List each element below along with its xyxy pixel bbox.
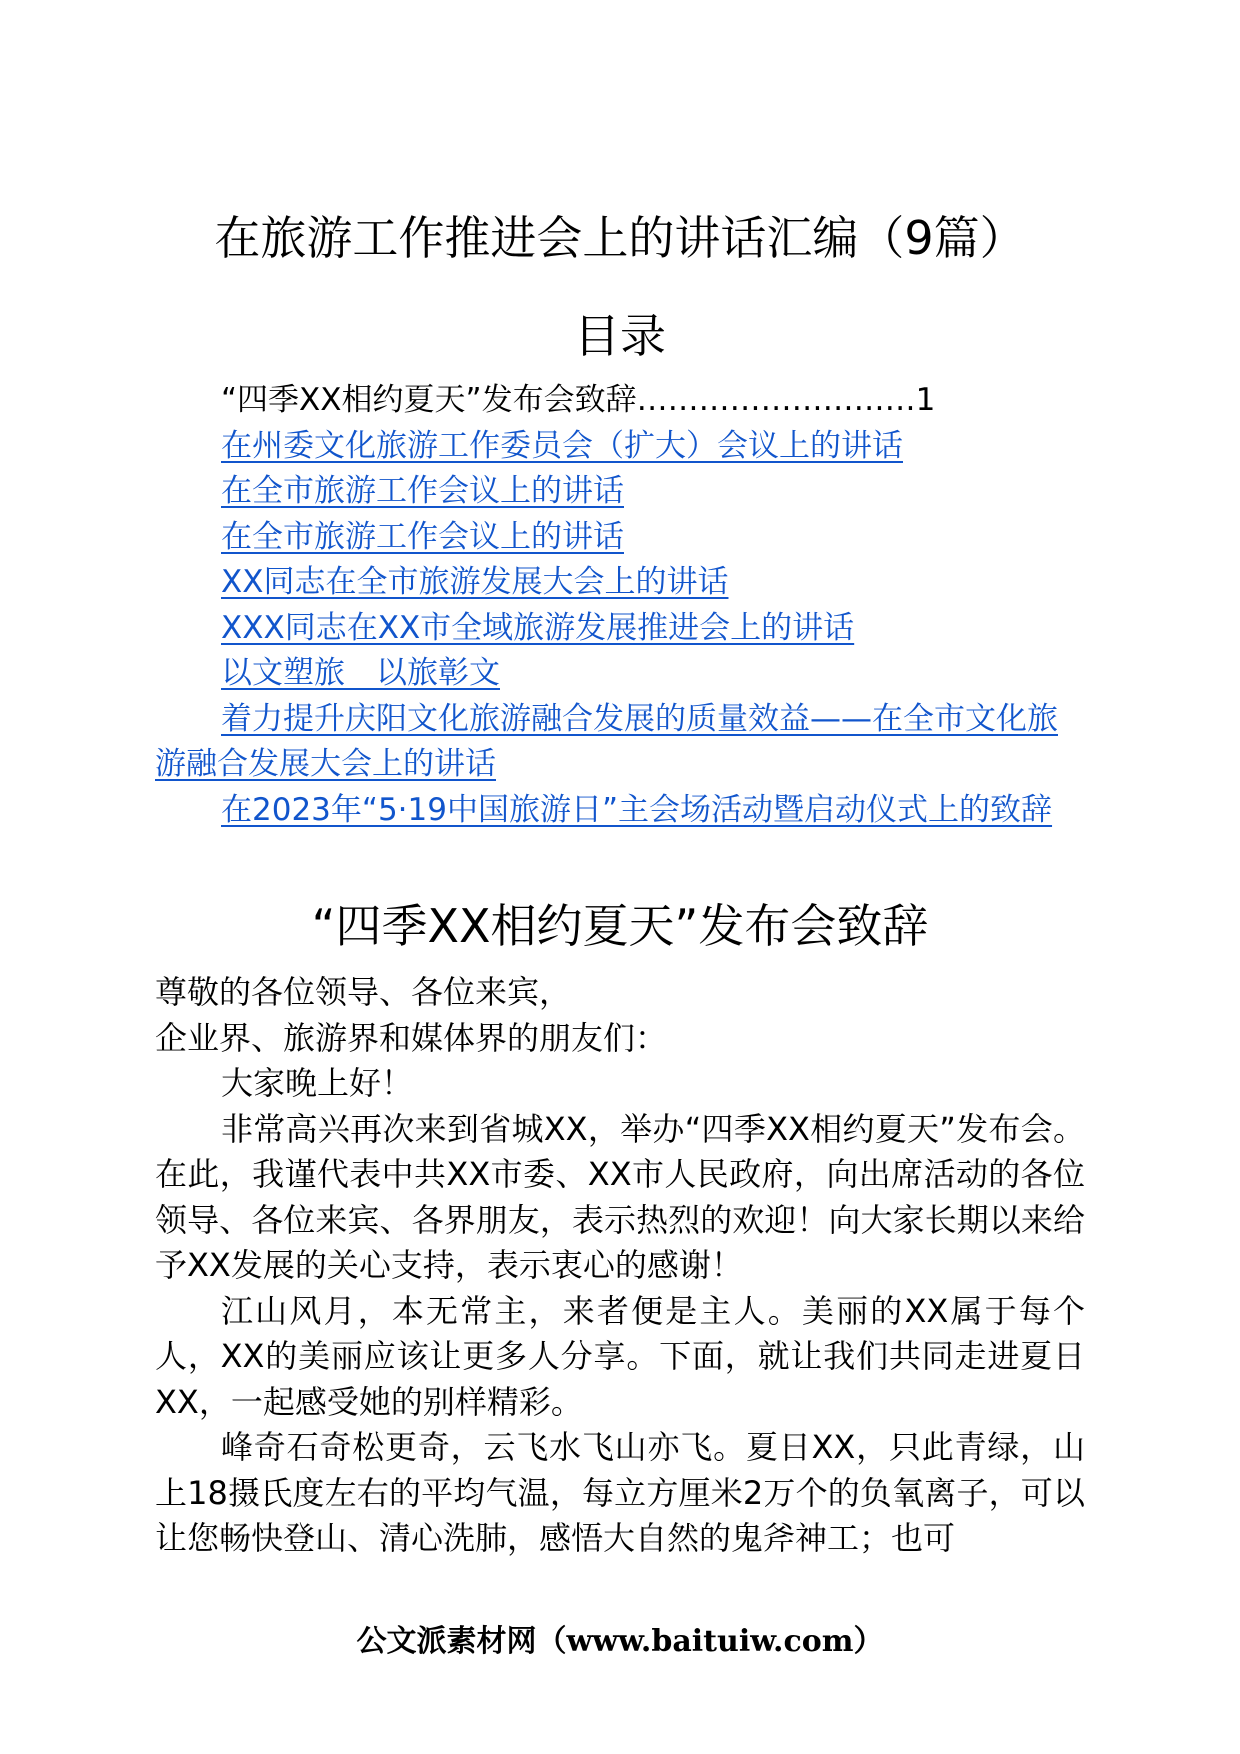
- salutation-line: 企业界、旅游界和媒体界的朋友们：: [155, 1018, 668, 1057]
- toc-item[interactable]: [155, 469, 1085, 515]
- toc-item[interactable]: [155, 515, 1085, 561]
- toc-page-number: 1: [915, 382, 936, 418]
- toc-item[interactable]: [155, 424, 1085, 470]
- toc-link[interactable]: 在全市旅游工作会议上的讲话: [221, 518, 624, 555]
- body-paragraph: 峰奇石奇松更奇，云飞水飞山亦飞。夏日XX，只此青绿，山上18摄氏度左右的平均气温，每立方厘米2万个的负氧离子，可以让您畅快登山、清心洗肺，感悟大自然的鬼斧神工；也可: [155, 1428, 1085, 1557]
- toc-item[interactable]: [155, 378, 1085, 424]
- body-paragraph: 大家晚上好！: [221, 1064, 414, 1102]
- toc-link[interactable]: 在全市旅游工作会议上的讲话: [221, 473, 624, 509]
- toc-item[interactable]: [155, 788, 1085, 834]
- toc-item[interactable]: [155, 697, 1085, 788]
- toc-item[interactable]: [155, 560, 1085, 606]
- toc-link[interactable]: 在2023年“5·19中国旅游日”主会场活动暨启动仪式上的致辞: [221, 791, 1053, 828]
- toc-link[interactable]: 着力提升庆阳文化旅游融合发展的质量效益——在全市文化旅游融合发展大会上的讲话: [155, 700, 1058, 782]
- toc-link[interactable]: XX同志在全市旅游发展大会上的讲话: [221, 564, 729, 600]
- salutation-line: 尊敬的各位领导、各位来宾，: [155, 973, 572, 1011]
- toc-link[interactable]: 以文塑旅 以旅彰文: [221, 655, 500, 691]
- toc-heading: 目录: [574, 309, 666, 363]
- section-title: “四季XX相约夏天”发布会致辞: [311, 899, 929, 953]
- toc-item[interactable]: [155, 651, 1085, 697]
- body-paragraph: 非常高兴再次来到省城XX，举办“四季XX相约夏天”发布会。在此，我谨代表中共XX市委、XX市人民政府，向出席活动的各位领导、各位来宾、各界朋友，表示热烈的欢迎！向大家长期以来给予XX发展的关心支持，表示衷心的感谢！: [155, 1109, 1085, 1284]
- body-paragraph: 江山风月，本无常主，来者便是主人。美丽的XX属于每个人，XX的美丽应该让更多人分享。下面，就让我们共同走进夏日XX，一起感受她的别样精彩。: [155, 1291, 1085, 1421]
- toc-link[interactable]: XXX同志在XX市全域旅游发展推进会上的讲话: [221, 609, 855, 646]
- table-of-contents: [155, 378, 1085, 833]
- page-footer: 公文派素材网（www.baituiw.com）: [356, 1624, 884, 1659]
- toc-item-label[interactable]: “四季XX相约夏天”发布会致辞: [221, 382, 637, 418]
- toc-link[interactable]: 在州委文化旅游工作委员会（扩大）会议上的讲话: [221, 427, 903, 464]
- toc-leader-dots: ………………………: [636, 382, 916, 418]
- toc-item[interactable]: [155, 606, 1085, 652]
- speech-body: [155, 970, 1085, 1562]
- page-title: 在旅游工作推进会上的讲话汇编（9篇）: [214, 211, 1026, 265]
